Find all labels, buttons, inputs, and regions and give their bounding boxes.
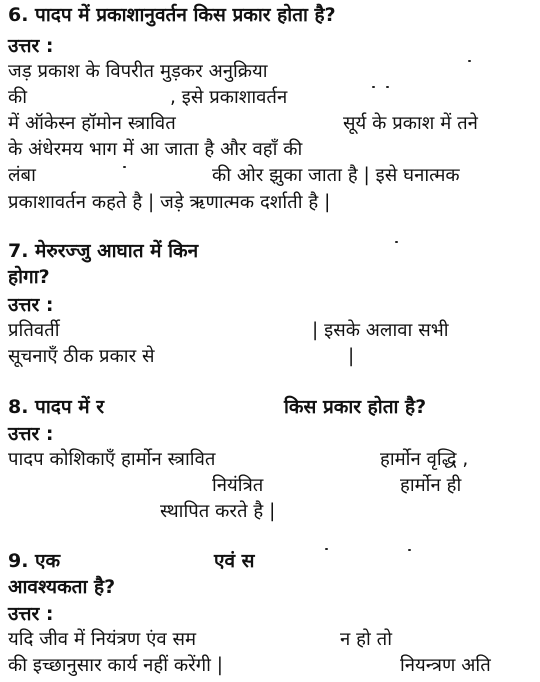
- speck: [386, 86, 389, 88]
- answer-9-line-2a: की इच्छानुसार कार्य नहीं करेंगी |: [8, 655, 224, 676]
- answer-9-label: उत्तर :: [8, 603, 54, 625]
- answer-7-line-1b: | इसके अलावा सभी: [312, 320, 449, 341]
- question-9-title-line-2: आवश्यकता है?: [8, 576, 116, 598]
- question-8-title-b: किस प्रकार होता है?: [284, 396, 427, 418]
- answer-7-line-2a: सूचनाएँ ठीक प्रकार से: [8, 346, 155, 367]
- speck: [372, 86, 375, 88]
- question-9-title-b: एवं स: [214, 550, 255, 572]
- answer-9-line-1b: न हो तो: [340, 629, 392, 650]
- question-7-title-line-1: 7. मेरुरज्जु आघात में किन: [8, 240, 199, 262]
- answer-6-line-5b: की ओर झुका जाता है | इसे घनात्मक: [212, 165, 460, 186]
- speck: [468, 60, 471, 62]
- answer-6-label: उत्तर :: [8, 35, 54, 57]
- answer-7-line-2b: |: [348, 346, 355, 367]
- answer-6-line-2a: की: [8, 87, 27, 108]
- answer-6-line-6: प्रकाशावर्तन कहते है | जड़े ऋणात्मक दर्शाती है |: [8, 192, 331, 213]
- answer-8-line-3: स्थापित करते है |: [160, 501, 276, 522]
- answer-8-label: उत्तर :: [8, 423, 54, 445]
- answer-7-label: उत्तर :: [8, 294, 54, 316]
- answer-8-line-2a: नियंत्रित: [212, 475, 264, 496]
- answer-6-line-3b: सूर्य के प्रकाश में तने: [343, 113, 478, 134]
- question-7-title-line-2: होगा?: [8, 266, 50, 288]
- answer-6-line-5a: लंबा: [8, 165, 36, 186]
- answer-8-line-2b: हार्मोन ही: [400, 475, 462, 496]
- answer-6-line-4: के अंधेरमय भाग में आ जाता है और वहाँ की: [8, 139, 303, 160]
- speck: [395, 241, 398, 243]
- speck: [325, 548, 328, 550]
- answer-6-line-3a: में ऑकेस्न हॉमोन स्त्रावित: [8, 113, 176, 134]
- speck: [123, 166, 126, 168]
- speck: [408, 549, 411, 551]
- answer-9-line-1a: यदि जीव में नियंत्रण एंव सम: [8, 629, 197, 650]
- answer-7-line-1a: प्रतिवर्ती: [8, 320, 60, 341]
- answer-6-line-2b: , इसे प्रकाशावर्तन: [170, 87, 288, 108]
- question-9-title-a: 9. एक: [8, 550, 61, 572]
- question-8-title-a: 8. पादप में र: [8, 396, 105, 418]
- answer-8-line-1a: पादप कोशिकाएँ हार्मोन स्त्रावित: [8, 449, 216, 470]
- answer-8-line-1b: हार्मोन वृद्धि ,: [380, 449, 469, 470]
- answer-6-line-1: जड़ प्रकाश के विपरीत मुड़कर अनुक्रिया: [8, 61, 268, 82]
- answer-9-line-2b: नियन्त्रण अति: [400, 655, 491, 676]
- question-6-title: 6. पादप में प्रकाशानुवर्तन किस प्रकार होता है?: [8, 4, 336, 26]
